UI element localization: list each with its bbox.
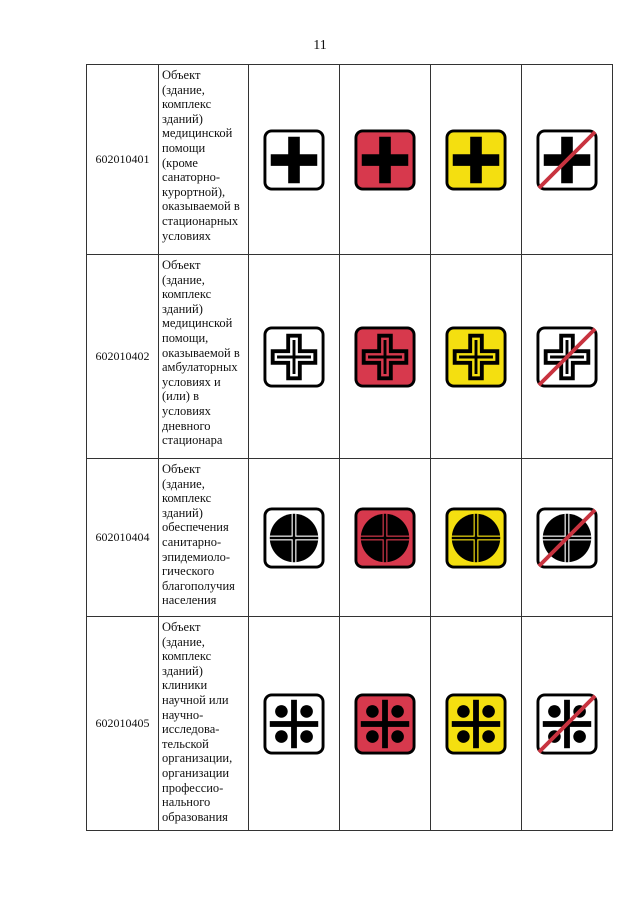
outline-cross-icon — [536, 326, 598, 388]
symbol-cell-white — [249, 459, 340, 617]
symbol-cell-crossed — [522, 65, 613, 255]
symbol-cell-crossed — [522, 617, 613, 831]
object-description: Объект (здание, комплекс зданий) клиники научной или научно- исследова- тельской организации, организации профессио- нального образования — [159, 617, 249, 831]
symbol-cell-red — [340, 617, 431, 831]
symbol-cell-yellow — [431, 617, 522, 831]
object-description: Объект (здание, комплекс зданий) обеспечения санитарно- эпидемиоло- гического благополучия населения — [159, 459, 249, 617]
symbol-cell-red — [340, 65, 431, 255]
cross-with-dots-icon — [354, 693, 416, 755]
cross-with-dots-icon — [263, 693, 325, 755]
quartered-circle-icon — [354, 507, 416, 569]
cross-with-dots-icon — [536, 693, 598, 755]
symbol-cell-red — [340, 255, 431, 459]
symbol-cell-red — [340, 459, 431, 617]
outline-cross-icon — [445, 326, 507, 388]
symbol-cell-yellow — [431, 65, 522, 255]
symbol-cell-crossed — [522, 459, 613, 617]
object-description: Объект (здание, комплекс зданий) медицинской помощи, оказываемой в амбулаторных условиях и (или) в условиях дневного стационара — [159, 255, 249, 459]
symbol-cell-white — [249, 65, 340, 255]
solid-cross-icon — [536, 129, 598, 191]
solid-cross-icon — [263, 129, 325, 191]
solid-cross-icon — [445, 129, 507, 191]
table-row — [87, 65, 613, 255]
symbol-cell-yellow — [431, 255, 522, 459]
quartered-circle-icon — [445, 507, 507, 569]
object-code: 602010404 — [87, 459, 159, 617]
quartered-circle-icon — [263, 507, 325, 569]
solid-cross-icon — [354, 129, 416, 191]
outline-cross-icon — [354, 326, 416, 388]
table-row — [87, 459, 613, 617]
quartered-circle-icon — [536, 507, 598, 569]
object-code: 602010401 — [87, 65, 159, 255]
table-row — [87, 255, 613, 459]
cross-with-dots-icon — [445, 693, 507, 755]
symbol-cell-white — [249, 617, 340, 831]
object-description: Объект (здание, комплекс зданий) медицинской помощи (кроме санаторно- курортной), оказываемой в стационарных условиях — [159, 65, 249, 255]
object-code: 602010402 — [87, 255, 159, 459]
symbol-legend-table — [86, 64, 613, 831]
table-row — [87, 617, 613, 831]
symbol-cell-white — [249, 255, 340, 459]
outline-cross-icon — [263, 326, 325, 388]
object-code: 602010405 — [87, 617, 159, 831]
symbol-cell-crossed — [522, 255, 613, 459]
symbol-cell-yellow — [431, 459, 522, 617]
page-number: 11 — [313, 38, 327, 53]
